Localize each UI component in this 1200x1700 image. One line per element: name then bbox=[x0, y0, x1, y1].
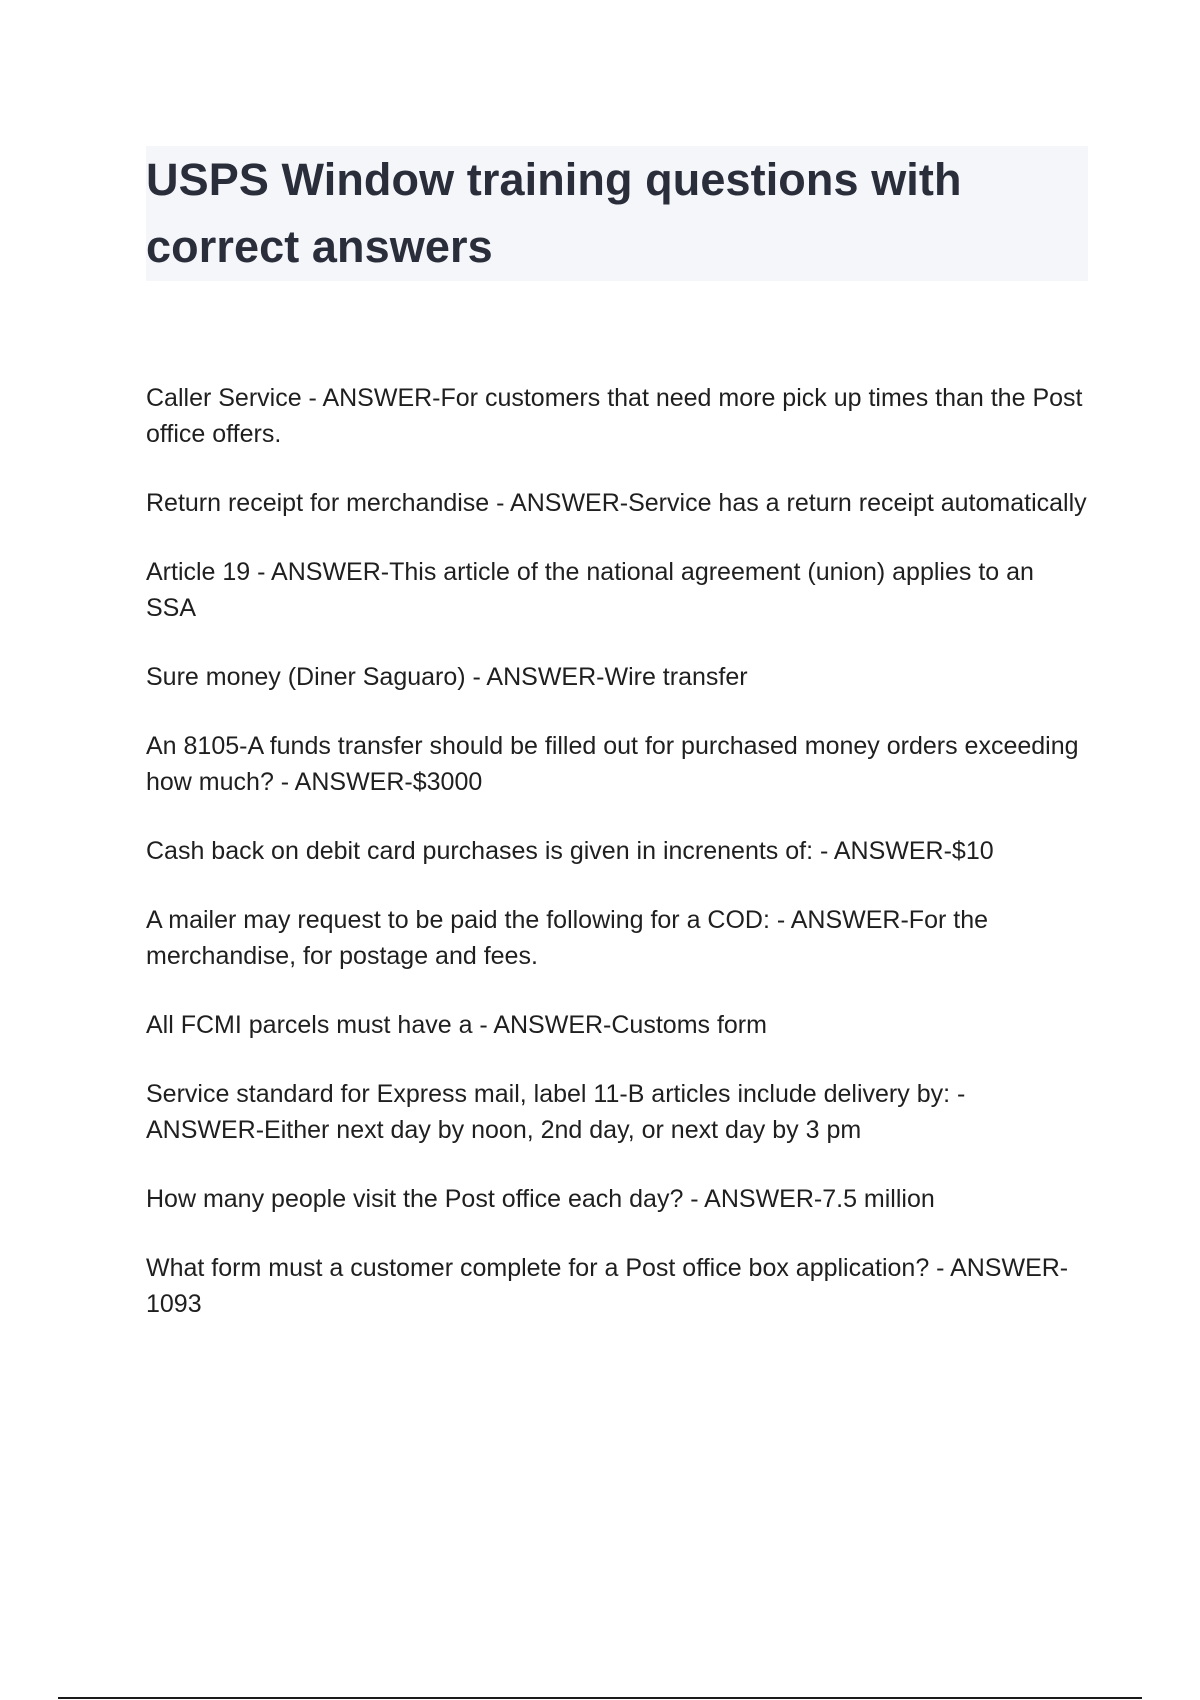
qa-item: How many people visit the Post office each day? - ANSWER-7.5 million bbox=[146, 1185, 935, 1213]
title-block bbox=[146, 146, 1088, 281]
qa-item: An 8105-A funds transfer should be filled out for purchased money orders exceeding how much? - ANSWER-$3000 bbox=[146, 732, 1079, 796]
qa-list bbox=[146, 380, 1088, 1355]
qa-item: What form must a customer complete for a Post office box application? - ANSWER-1093 bbox=[146, 1254, 1069, 1318]
qa-item: Caller Service - ANSWER-For customers that need more pick up times than the Post office offers. bbox=[146, 384, 1083, 448]
qa-item: Cash back on debit card purchases is given in increnents of: - ANSWER-$10 bbox=[146, 837, 994, 865]
qa-item: Return receipt for merchandise - ANSWER-Service has a return receipt automatically bbox=[146, 489, 1087, 517]
qa-item: Article 19 - ANSWER-This article of the national agreement (union) applies to an SSA bbox=[146, 558, 1034, 622]
footer-divider bbox=[58, 1697, 1142, 1699]
qa-item: Service standard for Express mail, label 11-B articles include delivery by: - ANSWER-Either next day by noon, 2nd day, or next day by 3 pm bbox=[146, 1080, 966, 1144]
qa-item: All FCMI parcels must have a - ANSWER-Customs form bbox=[146, 1011, 767, 1039]
document-title: USPS Window training questions with correct answers bbox=[146, 154, 962, 272]
qa-item: Sure money (Diner Saguaro) - ANSWER-Wire transfer bbox=[146, 663, 748, 691]
qa-item: A mailer may request to be paid the following for a COD: - ANSWER-For the merchandise, for postage and fees. bbox=[146, 906, 989, 970]
